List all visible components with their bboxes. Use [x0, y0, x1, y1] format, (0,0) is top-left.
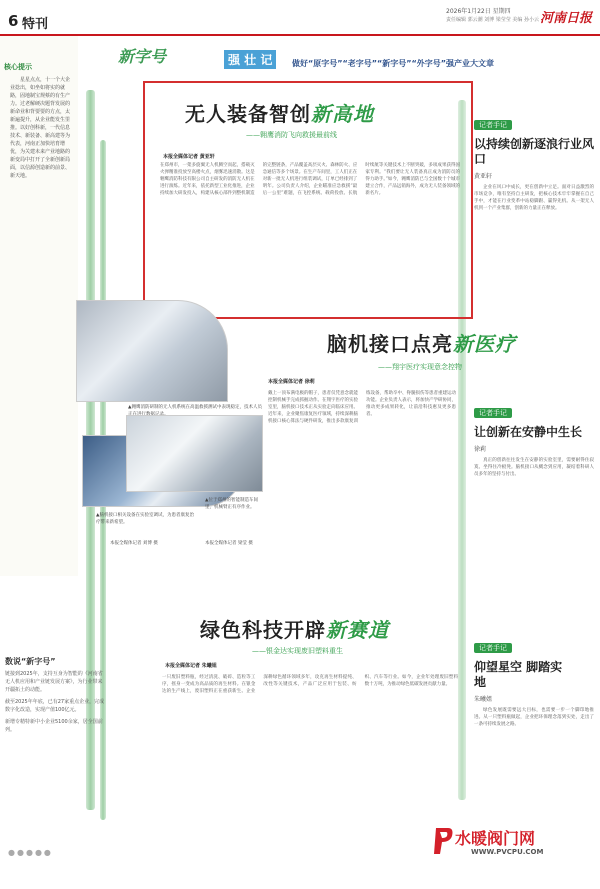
page-dots: ●●●●●: [8, 848, 53, 857]
photo-credit: 本报全媒体记者 刘博 摄: [110, 541, 158, 546]
article-3-title: [200, 614, 389, 643]
title-highlight: 新赛道: [326, 618, 389, 642]
article-2-subtitle: ——翔宇医疗实现意念控物: [378, 363, 462, 371]
note-body: 真正的创新往往发生在安静的实验室里，需要耐得住寂寞、坐得住冷板凳。脑机接口从概念到应用，凝结着科研人员多年的坚持与付出。: [474, 458, 594, 477]
article-3-byline: 本报全媒体记者 朱曦姐: [165, 663, 217, 669]
photo-caption: ▲位于郑州的智能制造车间里，机械臂正有序作业。: [205, 498, 258, 510]
article-photo: [126, 415, 263, 492]
data-item: 新增专精特新中小企业5100余家，居全国前列。: [5, 719, 103, 733]
photo-caption: ▲脑机接口相关设备在实验室调试，为患者康复治疗带来新希望。: [96, 513, 194, 525]
issue-date: 2026年1月22日 星期四: [446, 8, 511, 15]
note-title: 以持续创新逐浪行业风口: [474, 137, 595, 166]
newspaper-logo: 河南日报: [540, 11, 593, 26]
data-item: 截至2025年年底，已有27家重点企业，完成数字化改造，实现产值100亿元。: [5, 699, 105, 713]
article-photo: [76, 300, 228, 402]
column-label: 强 壮 记: [224, 50, 276, 69]
data-block-list: [5, 670, 105, 734]
reporter-note-2: [474, 400, 594, 567]
note-title: 仰望星空 脚踏实地: [474, 660, 563, 689]
note-title: 让创新在安静中生长: [474, 425, 583, 439]
photo-credit: 本报全媒体记者 梁莹 摄: [205, 541, 253, 546]
article-2-title: [327, 328, 516, 357]
note-label: 记者手记: [474, 120, 512, 130]
watermark-url: WWW.PVCPU.COM: [471, 848, 544, 856]
editor-credits: 责任编辑 郭云潮 刘博 梁莹莹 美编 孙小云: [446, 17, 539, 23]
note-author: 黄亚轩: [474, 173, 493, 180]
note-label: 记者手记: [474, 408, 512, 418]
article-1-title: [185, 98, 374, 127]
title-text: 无人装备智创: [185, 102, 311, 126]
reporter-note-3: [474, 635, 594, 807]
article-3-subtitle: ——银金达实现废旧塑料重生: [252, 647, 343, 655]
section-name: 特刊: [22, 17, 49, 32]
data-item: 链接到2025年，支持互身为智能的《河南省无人机应用和产业链发展方案》，为行业带来开疆拓土的动能。: [5, 671, 103, 693]
data-block-heading: 数说“新字号”: [5, 657, 56, 666]
note-author: 徐莉: [474, 446, 487, 453]
note-body: 企业在风口中成长，更在创新中立足。面对日益激烈的市场竞争，唯有坚持自主研发，把核心技术牢牢掌握在自己手中，才能在行业变革中站稳脚跟、赢得先机。从一架无人机到一个产业集群，创新的力量正在释放。: [474, 185, 594, 211]
article-1-subtitle: ——翱鹰消防飞向救援最前线: [246, 131, 337, 139]
article-1-body: 在郑州市，一架多旋翼无人机腾空而起，搭载灭火弹精准投放至高楼火点，烟雾迅速消散。这是翱鹰消防科技有限公司自主研发的消防无人机在进行演练。近年来，依托新型工业化推进，企业持续加大研发投入，构建从核心部件到整机制造的完整链条，产品覆盖高层灭火、森林防火、应急通信等多个场景。在生产车间里，工人们正在对新一批无人机进行组装调试，订单已经排到了明年。公司负责人介绍，企业瞄准应急救援“最后一公里”难题，在飞控系统、载荷投放、长航时续航等关键技术上不断突破，多项成果获得国家专利。“我们要让无人装备真正成为消防员的得力助手。”如今，翱鹰消防已与全国数十个城市建立合作，产品远销海外，成为无人装备领域的新名片。: [160, 163, 460, 196]
sidebar-heading: 核心提示: [4, 63, 32, 71]
page-number: 6: [8, 12, 19, 30]
title-highlight: 新医疗: [453, 332, 516, 356]
note-body: 绿色发展既需要远大目标，也需要一步一个脚印地推进。从一只塑料瓶做起，企业把环保理念落到实处，走出了一条可持续发展之路。: [474, 708, 594, 727]
watermark-logo-icon: [432, 826, 454, 856]
column-logo: 新字号: [118, 47, 167, 66]
sidebar-text: 星星点点，十一个大企业捻出，如坐如将实的就路，固地制宝规蔡的有生产力。过老解硬决题背发展的新命业和背要要的方点，太新遍提升，从企业能发生里推。以好创科新，一代信息技术、新装备、新高建等为代表，河南正加快培育增优，为关建未来产业地路的新变局中打开了全新创新局面，以信源创造新的前景、新天地。: [10, 77, 71, 179]
note-label: 记者手记: [474, 643, 512, 653]
article-1-byline: 本报全媒体记者 黄亚轩: [163, 154, 215, 160]
watermark-name: 水暖阀门网: [455, 829, 536, 848]
title-text: 绿色科技开辟: [200, 618, 326, 642]
title-highlight: 新高地: [311, 102, 374, 126]
title-text: 脑机接口点亮: [327, 332, 453, 356]
article-2-body: 戴上一顶布满电极的帽子，患者仅凭意念就能控制机械手完成抓握动作。在翔宇医疗的实验室里，脑机接口技术正从实验走向临床应用。近年来，企业聚焦康复医疗领域，持续深耕脑机接口核心算法与硬件研发，推出多款康复训练设备，帮助卒中、脊髓损伤等患者重建运动功能。企业负责人表示，将加快产学研协同，推动更多成果转化，让前沿科技惠及更多患者。: [268, 391, 456, 424]
reporter-note-1: [474, 112, 594, 302]
note-author: 朱曦姐: [474, 696, 493, 703]
photo-caption: ▲翱鹰消防研制的无人机系统在高温救援测试中表现稳定，技术人员: [128, 405, 262, 410]
article-2-byline: 本报全媒体记者 徐莉: [268, 379, 315, 385]
column-slogan: 做好“原字号”“老字号”“新字号”“外字号”强产业大文章: [292, 59, 495, 68]
article-3-body: 一只废旧塑料瓶，经过清洗、破碎、造粒等工序，摇身一变成为高品质的再生材料。在银金达的生产线上，废旧塑料正在重获新生。企业深耕绿色循环领域多年，攻克再生材料提纯、改性等关键技术，产品广泛应用于包装、纺织、汽车等行业。如今，企业年处理废旧塑料数十万吨，为推动绿色低碳发展贡献力量。: [162, 675, 458, 694]
